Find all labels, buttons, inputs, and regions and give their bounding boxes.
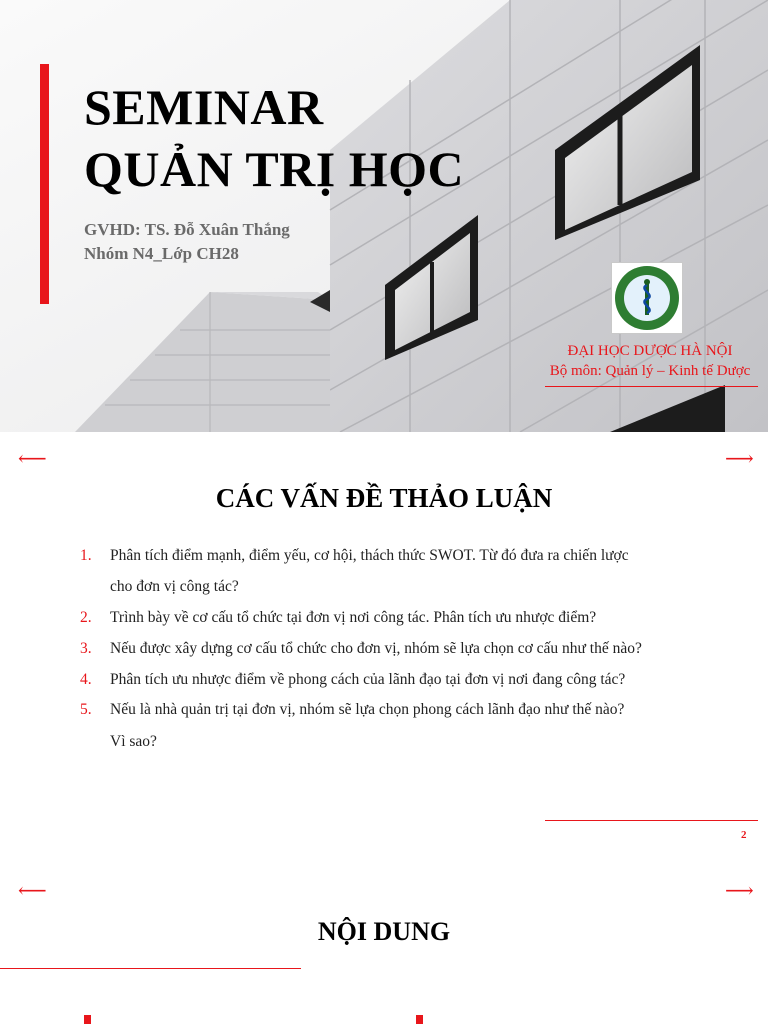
item-number: 3. xyxy=(80,640,92,657)
slide-title xyxy=(84,76,464,200)
accent-bar xyxy=(416,1015,423,1024)
item-text: Nếu là nhà quản trị tại đơn vị, nhóm sẽ lựa chọn phong cách lãnh đạo như thế nào? xyxy=(110,701,625,718)
accent-bar xyxy=(40,64,49,304)
footer-rule xyxy=(545,820,758,821)
item-text-continuation: Vì sao? xyxy=(110,733,157,750)
title-line-1: SEMINAR xyxy=(84,79,324,135)
discussion-heading: CÁC VẤN ĐỀ THẢO LUẬN xyxy=(215,483,553,513)
next-arrow-icon[interactable]: ⟶ xyxy=(725,448,754,470)
advisor-text: GVHD: TS. Đỗ Xuân Thắng xyxy=(84,220,290,239)
university-logo xyxy=(611,262,683,334)
university-name: ĐẠI HỌC DƯỢC HÀ NỘI xyxy=(567,343,733,359)
item-text-continuation: cho đơn vị công tác? xyxy=(110,578,239,595)
item-text: Trình bày về cơ cấu tổ chức tại đơn vị nơi công tác. Phân tích ưu nhược điểm? xyxy=(110,609,597,626)
department-name: Bộ môn: Quản lý – Kinh tế Dược xyxy=(549,363,751,379)
item-text: Phân tích điểm mạnh, điểm yếu, cơ hội, thách thức SWOT. Từ đó đưa ra chiến lược xyxy=(110,547,629,564)
previous-arrow-icon[interactable]: ⟵ xyxy=(18,880,47,902)
page-number: 2 xyxy=(741,829,747,841)
item-number: 4. xyxy=(80,671,92,688)
content-heading: NỘI DUNG xyxy=(317,917,451,946)
title-slide xyxy=(0,0,768,432)
university-seal-icon xyxy=(612,263,682,333)
heading-rule xyxy=(0,968,301,969)
group-text: Nhóm N4_Lớp CH28 xyxy=(84,244,239,263)
previous-arrow-icon[interactable]: ⟵ xyxy=(18,448,47,470)
accent-bar xyxy=(84,1015,91,1024)
item-number: 5. xyxy=(80,701,92,718)
item-number: 1. xyxy=(80,547,92,564)
department-underline xyxy=(545,386,758,387)
item-text: Phân tích ưu nhược điểm về phong cách của lãnh đạo tại đơn vị nơi đang công tác? xyxy=(110,671,626,688)
item-number: 2. xyxy=(80,609,92,626)
item-text: Nếu được xây dựng cơ cấu tổ chức cho đơn vị, nhóm sẽ lựa chọn cơ cấu như thế nào? xyxy=(110,640,642,657)
next-arrow-icon[interactable]: ⟶ xyxy=(725,880,754,902)
title-line-2: QUẢN TRỊ HỌC xyxy=(84,141,465,197)
